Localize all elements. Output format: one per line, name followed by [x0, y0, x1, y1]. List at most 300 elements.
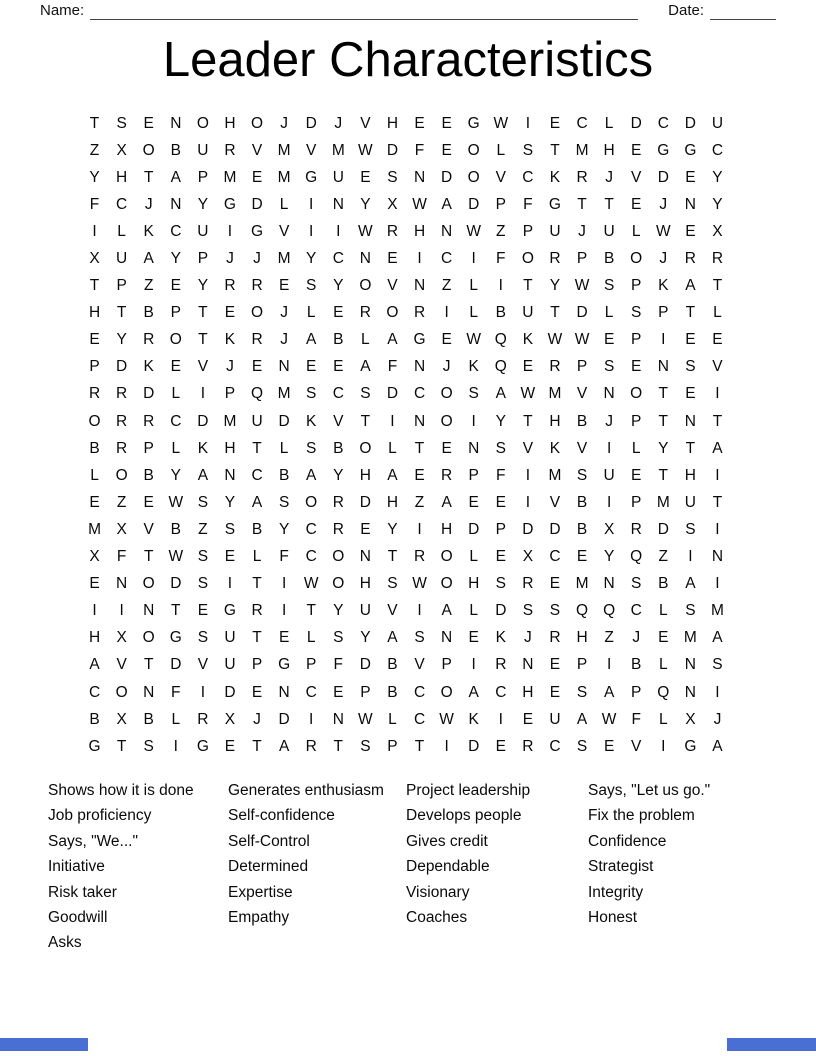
grid-letter: S — [685, 602, 696, 620]
grid-letter: P — [306, 656, 317, 674]
grid-letter: R — [88, 385, 101, 403]
grid-letter: I — [471, 250, 476, 268]
grid-letter: F — [333, 656, 344, 674]
grid-letter: J — [605, 168, 613, 186]
grid-letter: B — [170, 141, 181, 159]
grid-letter: K — [306, 412, 317, 430]
grid-letter: E — [522, 358, 534, 376]
grid-letter: E — [224, 304, 236, 322]
grid-letter: R — [413, 548, 426, 566]
grid-letter: M — [575, 575, 589, 593]
grid-letter: N — [413, 412, 426, 430]
word-item: Dependable — [406, 858, 490, 876]
grid-letter: V — [712, 358, 723, 376]
grid-letter: W — [358, 141, 373, 159]
grid-letter: J — [144, 195, 153, 213]
grid-letter: A — [603, 683, 615, 701]
grid-letter: J — [280, 114, 288, 132]
word-item: Generates enthusiasm — [228, 782, 384, 799]
grid-letter: G — [305, 168, 318, 186]
grid-letter: L — [604, 114, 614, 132]
word-item: Self-confidence — [228, 807, 335, 825]
grid-letter: E — [251, 358, 263, 376]
grid-letter: T — [116, 304, 127, 322]
grid-letter: B — [333, 439, 344, 457]
grid-letter: N — [359, 548, 371, 566]
grid-letter: G — [88, 737, 101, 755]
grid-letter: V — [522, 439, 534, 457]
grid-letter: W — [574, 331, 590, 349]
grid-letter: U — [549, 222, 561, 240]
grid-letter: Y — [197, 277, 209, 295]
grid-letter: H — [413, 222, 426, 240]
grid-letter: I — [227, 222, 233, 240]
grid-letter: X — [603, 520, 615, 538]
grid-letter: D — [359, 656, 371, 674]
grid-letter: E — [333, 304, 344, 322]
grid-letter: K — [143, 222, 154, 240]
grid-letter: V — [251, 141, 263, 159]
grid-letter: V — [495, 168, 506, 186]
grid-letter: O — [440, 548, 453, 566]
grid-letter: I — [498, 277, 503, 295]
grid-letter: S — [495, 575, 506, 593]
grid-letter: S — [197, 548, 209, 566]
grid-letter: V — [387, 277, 398, 295]
grid-letter: D — [630, 114, 642, 132]
grid-letter: J — [253, 710, 261, 728]
grid-letter: J — [659, 250, 668, 268]
grid-letter: C — [170, 412, 182, 430]
grid-letter: J — [713, 710, 722, 728]
grid-letter: D — [143, 385, 155, 403]
grid-letter: D — [386, 141, 399, 159]
grid-letter: Z — [116, 493, 127, 511]
grid-letter: W — [358, 222, 373, 240]
word-item: Goodwill — [48, 908, 108, 926]
grid-letter: U — [224, 629, 236, 647]
grid-letter: A — [468, 683, 479, 701]
grid-letter: I — [606, 439, 612, 457]
grid-letter: I — [525, 466, 531, 484]
word-list — [48, 780, 786, 958]
grid-letter: O — [169, 331, 182, 349]
grid-letter: R — [251, 277, 263, 295]
grid-letter: T — [712, 277, 723, 295]
grid-letter: P — [631, 683, 642, 701]
grid-letter: C — [305, 520, 317, 538]
grid-letter: A — [685, 277, 696, 295]
grid-letter: P — [576, 358, 588, 376]
grid-letter: Z — [414, 493, 425, 511]
grid-letter: T — [143, 548, 154, 566]
grid-letter: X — [89, 250, 100, 268]
grid-letter: U — [224, 656, 236, 674]
grid-letter: B — [143, 466, 154, 484]
grid-letter: P — [576, 656, 588, 674]
grid-letter: R — [251, 602, 263, 620]
grid-letter: D — [197, 412, 209, 430]
grid-letter: S — [387, 168, 398, 186]
grid-letter: C — [305, 548, 317, 566]
grid-letter: H — [522, 683, 534, 701]
grid-letter: M — [710, 602, 724, 620]
grid-letter: A — [278, 737, 290, 755]
name-label: Name: — [40, 2, 85, 19]
grid-letter: Y — [495, 412, 506, 430]
grid-letter: L — [90, 466, 99, 484]
grid-letter: D — [684, 114, 696, 132]
grid-letter: Z — [496, 222, 506, 240]
grid-letter: L — [388, 439, 397, 457]
grid-letter: R — [413, 304, 426, 322]
grid-letter: Y — [360, 629, 371, 647]
grid-letter: K — [143, 358, 154, 376]
word-item: Honest — [588, 908, 638, 926]
grid-letter: N — [684, 683, 696, 701]
grid-letter: V — [360, 114, 371, 132]
grid-letter: D — [116, 358, 128, 376]
grid-letter: E — [251, 683, 263, 701]
grid-letter: T — [604, 195, 614, 213]
grid-letter: B — [89, 710, 100, 728]
grid-letter: U — [197, 222, 209, 240]
grid-letter: O — [440, 683, 453, 701]
grid-letter: W — [168, 493, 184, 511]
grid-letter: J — [578, 222, 586, 240]
grid-letter: Y — [89, 168, 100, 186]
grid-letter: C — [413, 385, 426, 403]
grid-letter: P — [360, 683, 371, 701]
grid-letter: F — [631, 710, 641, 728]
word-item: Project leadership — [406, 782, 531, 799]
grid-letter: H — [88, 304, 101, 322]
grid-letter: D — [441, 168, 453, 186]
grid-letter: A — [143, 250, 154, 268]
grid-letter: B — [658, 575, 669, 593]
grid-letter: K — [658, 277, 669, 295]
grid-letter: S — [468, 385, 479, 403]
grid-letter: R — [116, 439, 128, 457]
grid-letter: O — [630, 385, 643, 403]
grid-letter: A — [712, 629, 723, 647]
grid-letter: U — [603, 222, 615, 240]
grid-letter: N — [170, 195, 182, 213]
grid-letter: T — [252, 737, 262, 755]
grid-letter: N — [684, 656, 696, 674]
grid-letter: Y — [333, 602, 344, 620]
grid-letter: E — [441, 141, 452, 159]
grid-letter: B — [143, 304, 154, 322]
grid-letter: C — [413, 683, 426, 701]
grid-letter: S — [495, 439, 506, 457]
grid-letter: S — [306, 277, 317, 295]
grid-letter: U — [116, 250, 128, 268]
grid-letter: E — [143, 493, 154, 511]
grid-letter: S — [522, 602, 534, 620]
grid-letter: T — [550, 304, 560, 322]
grid-letter: N — [278, 683, 290, 701]
grid-letter: T — [712, 493, 723, 511]
grid-letter: A — [495, 385, 506, 403]
grid-letter: V — [197, 358, 209, 376]
header-row — [40, 0, 776, 20]
grid-letter: R — [495, 656, 507, 674]
grid-letter: Y — [197, 195, 209, 213]
grid-letter: G — [251, 222, 264, 240]
grid-letter: Z — [198, 520, 208, 538]
grid-letter: B — [387, 683, 398, 701]
grid-letter: G — [548, 195, 561, 213]
grid-letter: K — [495, 629, 506, 647]
grid-letter: E — [224, 737, 236, 755]
grid-letter: W — [574, 277, 590, 295]
grid-letter: K — [522, 331, 534, 349]
grid-letter: Y — [603, 548, 615, 566]
grid-letter: D — [278, 412, 290, 430]
grid-letter: S — [143, 737, 154, 755]
grid-letter: R — [386, 222, 399, 240]
grid-letter: I — [715, 575, 720, 593]
grid-letter: K — [549, 168, 561, 186]
grid-letter: A — [360, 358, 371, 376]
grid-letter: A — [387, 629, 398, 647]
grid-letter: Q — [251, 385, 264, 403]
grid-letter: S — [522, 141, 534, 159]
grid-letter: D — [468, 195, 480, 213]
grid-letter: T — [685, 439, 696, 457]
word-item: Self-Control — [228, 832, 310, 850]
grid-letter: I — [471, 412, 476, 430]
grid-letter: W — [168, 548, 184, 566]
grid-letter: O — [142, 141, 155, 159]
grid-letter: L — [171, 385, 181, 403]
grid-letter: E — [468, 629, 479, 647]
grid-letter: L — [306, 304, 316, 322]
grid-letter: T — [333, 737, 344, 755]
grid-letter: W — [466, 331, 482, 349]
grid-letter: C — [116, 195, 128, 213]
grid-letter: W — [520, 385, 536, 403]
grid-letter: I — [200, 683, 206, 701]
grid-letter: J — [605, 412, 613, 430]
grid-letter: R — [224, 141, 236, 159]
grid-letter: L — [713, 304, 722, 322]
grid-letter: T — [306, 602, 316, 620]
grid-letter: V — [576, 385, 588, 403]
grid-letter: L — [117, 222, 126, 240]
grid-letter: U — [684, 493, 696, 511]
grid-letter: T — [143, 168, 154, 186]
grid-letter: V — [414, 656, 425, 674]
grid-letter: G — [657, 141, 670, 159]
grid-letter: W — [439, 710, 454, 728]
grid-letter: N — [657, 358, 669, 376]
grid-letter: G — [278, 656, 291, 674]
grid-letter: L — [469, 304, 479, 322]
grid-letter: F — [89, 195, 100, 213]
grid-letter: R — [576, 168, 588, 186]
grid-letter: Z — [89, 141, 100, 159]
grid-letter: X — [522, 548, 534, 566]
grid-letter: J — [280, 304, 288, 322]
grid-letter: I — [661, 331, 666, 349]
grid-letter: M — [331, 141, 345, 159]
grid-letter: C — [332, 385, 344, 403]
grid-letter: L — [388, 710, 397, 728]
grid-letter: E — [685, 331, 696, 349]
grid-letter: I — [715, 385, 720, 403]
grid-letter: T — [252, 439, 262, 457]
grid-letter: E — [224, 548, 236, 566]
grid-letter: P — [143, 439, 154, 457]
grid-letter: S — [603, 277, 615, 295]
grid-letter: H — [116, 168, 128, 186]
grid-letter: D — [170, 575, 182, 593]
grid-letter: T — [360, 412, 371, 430]
grid-letter: X — [116, 520, 127, 538]
grid-letter: R — [630, 520, 642, 538]
grid-letter: L — [306, 629, 316, 647]
grid-letter: M — [277, 141, 291, 159]
grid-letter: U — [359, 602, 371, 620]
grid-letter: F — [523, 195, 533, 213]
grid-letter: Q — [494, 331, 507, 349]
name-blank-line — [90, 4, 638, 20]
grid-letter: Y — [712, 168, 723, 186]
grid-letter: V — [631, 737, 642, 755]
grid-letter: X — [685, 710, 696, 728]
grid-letter: V — [549, 493, 561, 511]
grid-letter: B — [251, 520, 263, 538]
grid-letter: I — [281, 602, 287, 620]
grid-letter: M — [277, 385, 291, 403]
grid-letter: R — [332, 520, 344, 538]
grid-letter: T — [89, 114, 100, 132]
grid-letter: I — [715, 466, 720, 484]
grid-letter: S — [576, 683, 588, 701]
grid-letter: P — [116, 277, 127, 295]
grid-letter: S — [576, 466, 588, 484]
grid-letter: G — [223, 602, 236, 620]
grid-letter: L — [469, 277, 479, 295]
grid-letter: C — [576, 114, 588, 132]
grid-letter: M — [277, 168, 291, 186]
grid-letter: O — [332, 548, 345, 566]
grid-letter: E — [414, 466, 425, 484]
grid-letter: P — [468, 466, 479, 484]
grid-letter: S — [603, 358, 615, 376]
grid-letter: E — [278, 277, 290, 295]
grid-letter: L — [658, 656, 668, 674]
grid-letter: T — [550, 141, 560, 159]
grid-letter: N — [170, 114, 182, 132]
grid-letter: E — [89, 493, 100, 511]
grid-letter: H — [224, 439, 236, 457]
grid-letter: E — [522, 710, 534, 728]
word-item: Expertise — [228, 883, 293, 901]
grid-letter: I — [498, 710, 503, 728]
grid-letter: C — [549, 737, 561, 755]
word-item: Determined — [228, 858, 309, 876]
grid-letter: U — [522, 304, 534, 322]
date-label: Date: — [668, 2, 704, 19]
grid-letter: B — [495, 304, 506, 322]
grid-letter: Y — [387, 520, 398, 538]
grid-letter: A — [441, 602, 452, 620]
grid-letter: Y — [170, 466, 181, 484]
grid-letter: A — [712, 439, 723, 457]
grid-letter: D — [386, 385, 399, 403]
grid-letter: S — [197, 629, 209, 647]
grid-letter: F — [414, 141, 425, 159]
grid-letter: E — [333, 683, 344, 701]
word-column-2 — [228, 780, 406, 958]
grid-letter: O — [386, 304, 399, 322]
grid-letter: P — [197, 250, 209, 268]
grid-letter: X — [387, 195, 398, 213]
grid-letter: L — [631, 439, 641, 457]
grid-letter: A — [197, 466, 209, 484]
grid-letter: A — [685, 575, 696, 593]
grid-letter: J — [253, 250, 261, 268]
word-item: Asks — [48, 934, 82, 952]
grid-letter: P — [197, 168, 209, 186]
grid-letter: E — [89, 331, 100, 349]
grid-letter: Z — [441, 277, 452, 295]
grid-letter: M — [223, 412, 237, 430]
grid-letter: S — [414, 629, 425, 647]
grid-letter: H — [359, 575, 371, 593]
grid-letter: P — [522, 222, 534, 240]
grid-letter: G — [467, 114, 480, 132]
grid-letter: C — [251, 466, 263, 484]
word-item: Gives credit — [406, 832, 488, 850]
grid-letter: E — [197, 602, 209, 620]
grid-letter: W — [358, 710, 373, 728]
grid-letter: P — [387, 737, 398, 755]
grid-letter: E — [495, 493, 506, 511]
grid-letter: Z — [143, 277, 154, 295]
grid-letter: M — [548, 385, 562, 403]
grid-letter: N — [278, 358, 290, 376]
grid-letter: D — [468, 520, 480, 538]
grid-letter: D — [305, 114, 317, 132]
grid-letter: I — [309, 222, 314, 240]
grid-letter: Y — [333, 466, 344, 484]
grid-letter: Y — [306, 250, 317, 268]
grid-letter: J — [226, 358, 234, 376]
grid-letter: S — [549, 602, 561, 620]
grid-letter: H — [386, 114, 399, 132]
grid-letter: E — [170, 358, 181, 376]
grid-letter: N — [413, 358, 426, 376]
word-item: Says, "Let us go." — [588, 782, 711, 799]
grid-letter: P — [251, 656, 263, 674]
grid-letter: G — [684, 141, 697, 159]
grid-letter: E — [685, 385, 696, 403]
grid-letter: T — [523, 412, 533, 430]
grid-letter: I — [715, 683, 720, 701]
grid-letter: A — [251, 493, 263, 511]
grid-letter: L — [469, 548, 479, 566]
grid-letter: T — [658, 466, 669, 484]
grid-letter: I — [309, 195, 314, 213]
grid-letter: L — [279, 195, 289, 213]
grid-letter: O — [630, 250, 643, 268]
grid-letter: B — [143, 710, 154, 728]
word-column-3 — [406, 780, 588, 958]
